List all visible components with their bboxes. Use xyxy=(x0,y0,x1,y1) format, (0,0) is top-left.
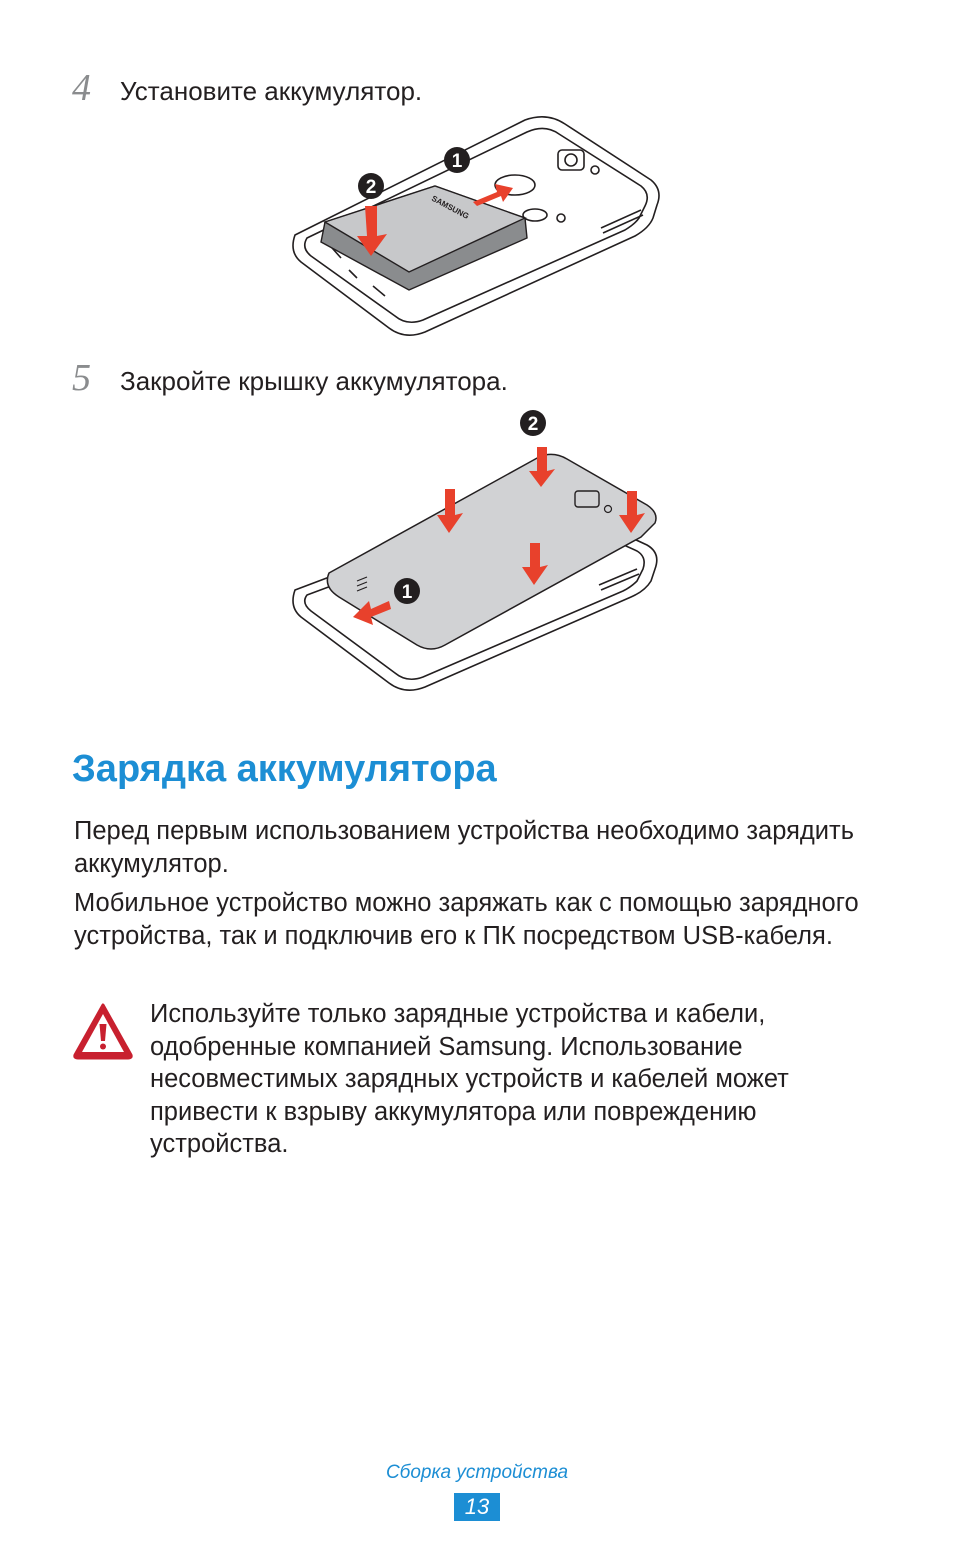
step-4 xyxy=(72,66,422,110)
step-5 xyxy=(72,356,508,400)
step-text: Установите аккумулятор. xyxy=(120,76,423,106)
close-cover-illustration xyxy=(285,405,675,695)
svg-text:2: 2 xyxy=(365,177,377,198)
step-number: 5 xyxy=(72,357,91,399)
section-title: Зарядка аккумулятора xyxy=(72,748,497,790)
paragraph: Перед первым использованием устройства необходимо зарядить аккумулятор. xyxy=(74,817,855,878)
step-number: 4 xyxy=(72,67,91,109)
battery-brand-label: SAMSUNG xyxy=(430,193,471,221)
warning-icon xyxy=(72,1002,134,1060)
step-text: Закройте крышку аккумулятора. xyxy=(120,366,508,396)
svg-text:1: 1 xyxy=(401,582,413,603)
page-number: 13 xyxy=(454,1493,500,1521)
warning-text: Используйте только зарядные устройства и кабели, одобренные компанией Samsung. Использование несовместимых зарядных устройств и кабелей может привести к взрыву аккумулятора или повреждению устройства. xyxy=(150,1000,789,1158)
paragraph: Мобильное устройство можно заряжать как с помощью зарядного устройства, так и подключив его к ПК посредством USB-кабеля. xyxy=(74,889,859,950)
svg-text:1: 1 xyxy=(451,151,463,172)
svg-text:2: 2 xyxy=(527,414,539,435)
footer-section-label: Сборка устройства xyxy=(385,1462,569,1483)
back-cover xyxy=(327,454,656,649)
insert-battery-illustration xyxy=(285,110,675,340)
